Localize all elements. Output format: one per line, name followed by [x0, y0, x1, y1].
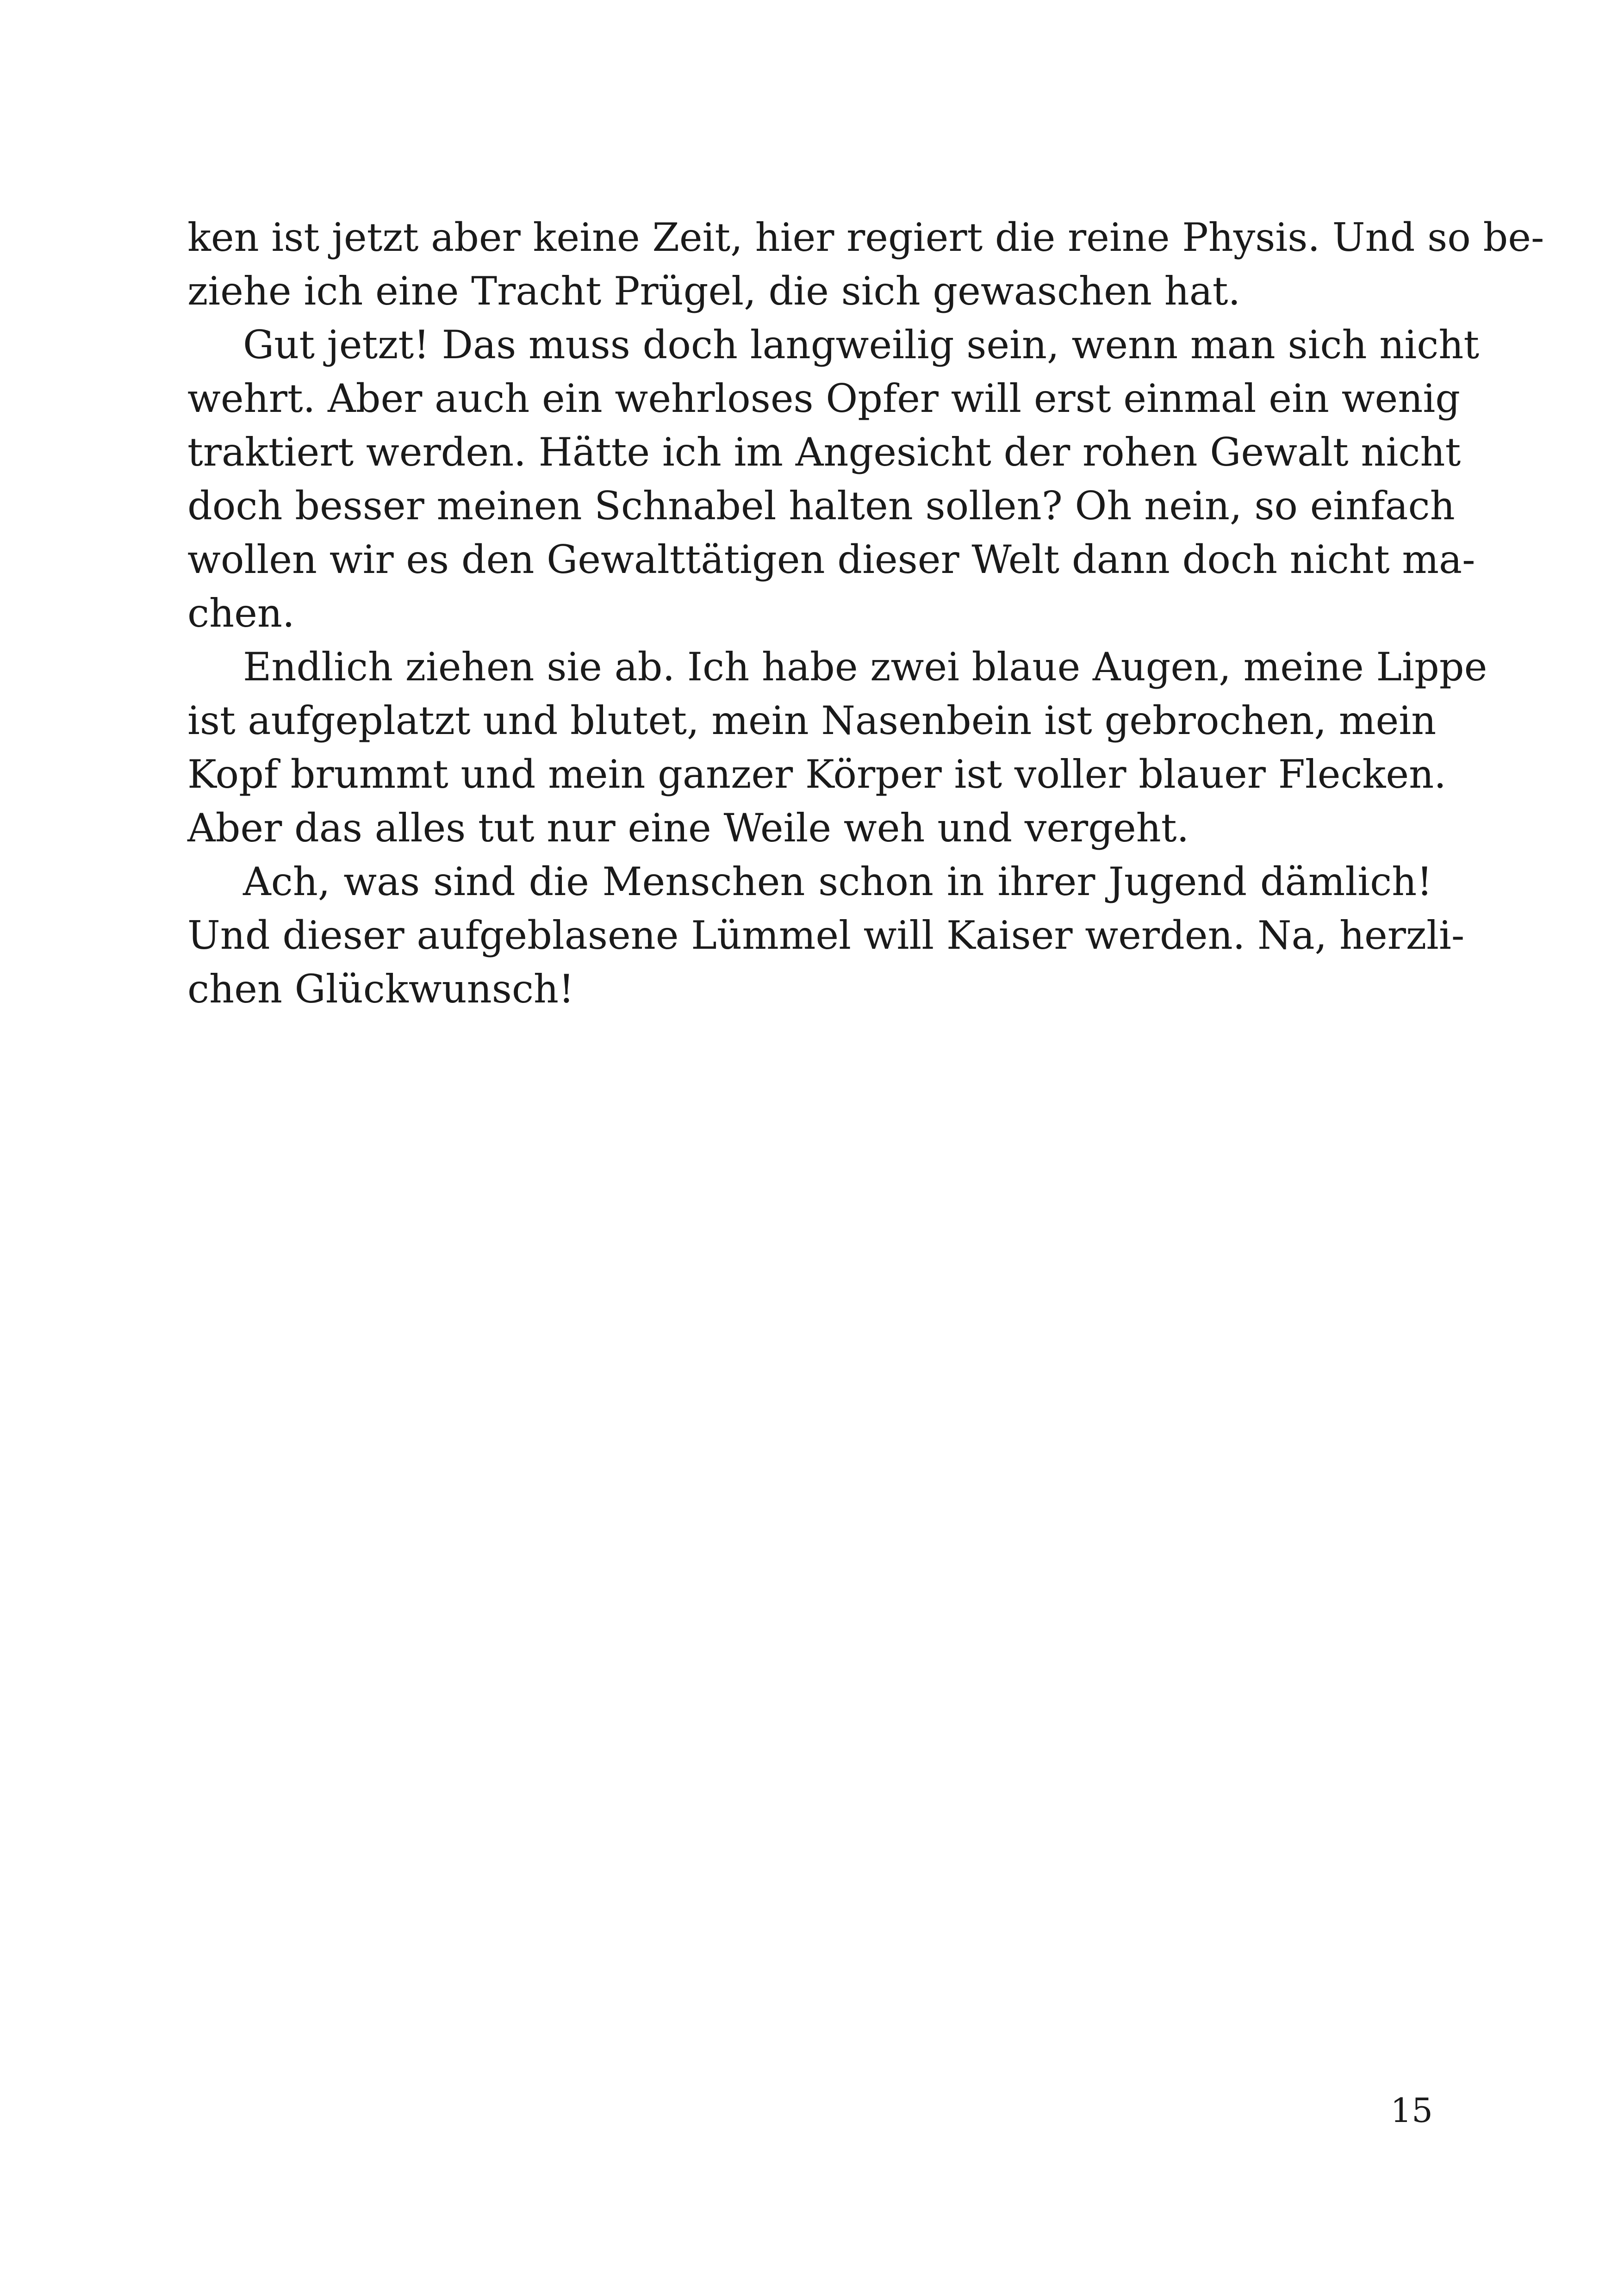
text-line: chen.: [187, 591, 295, 636]
text-line: chen Glückwunsch!: [187, 966, 574, 1012]
text-line: Und dieser aufgeblasene Lümmel will Kaiser werden. Na, herzli-: [187, 913, 1465, 958]
body-text: [187, 211, 1544, 1016]
text-line: ken ist jetzt aber keine Zeit, hier regiert die reine Physis. Und so be-: [187, 215, 1544, 260]
text-line: Kopf brummt und mein ganzer Körper ist voller blauer Flecken.: [187, 752, 1446, 797]
page-number: 15: [1390, 2091, 1433, 2130]
text-line: doch besser meinen Schnabel halten sollen? Oh nein, so einfach: [187, 483, 1455, 529]
text-line: Aber das alles tut nur eine Weile weh und vergeht.: [187, 805, 1189, 851]
text-line: ziehe ich eine Tracht Prügel, die sich gewaschen hat.: [187, 268, 1241, 314]
text-line: traktiert werden. Hätte ich im Angesicht der rohen Gewalt nicht: [187, 429, 1461, 475]
text-line: Gut jetzt! Das muss doch langweilig sein, wenn man sich nicht: [243, 322, 1480, 367]
text-line: wehrt. Aber auch ein wehrloses Opfer will erst einmal ein wenig: [187, 376, 1460, 421]
text-line: ist aufgeplatzt und blutet, mein Nasenbein ist gebrochen, mein: [187, 698, 1437, 743]
text-line: wollen wir es den Gewalttätigen dieser Welt dann doch nicht ma-: [187, 537, 1475, 582]
text-line: Ach, was sind die Menschen schon in ihrer Jugend dämlich!: [243, 859, 1432, 904]
text-line: Endlich ziehen sie ab. Ich habe zwei blaue Augen, meine Lippe: [243, 644, 1487, 690]
